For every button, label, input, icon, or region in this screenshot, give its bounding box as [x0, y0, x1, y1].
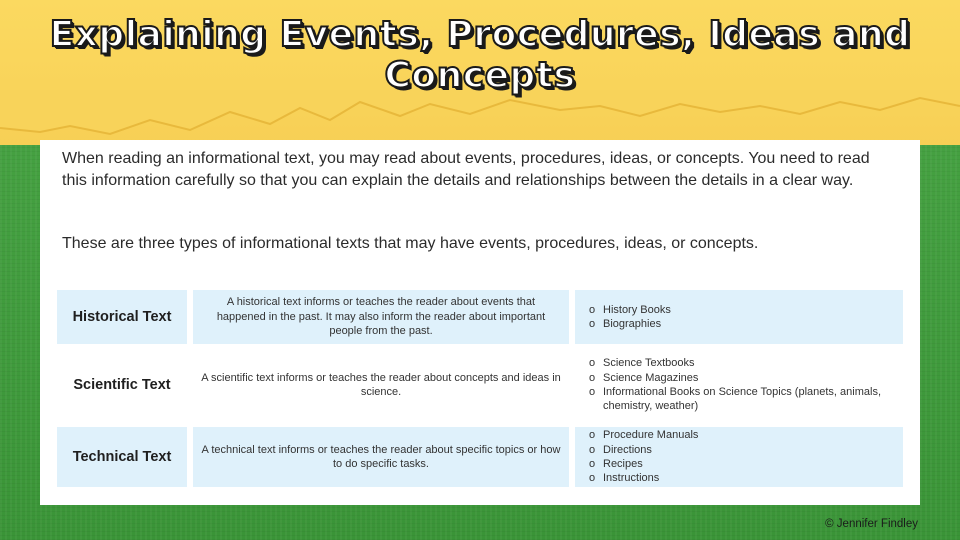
- intro-paragraph: When reading an informational text, you may read about events, procedures, ideas, or concepts. You need to read this information carefully so that you can explain the details and relationships between the details in a clear way.: [62, 150, 870, 189]
- type-label: Historical Text: [72, 309, 172, 325]
- list-item: o Recipes: [589, 458, 643, 470]
- type-cell: [57, 290, 187, 344]
- examples-cell: [575, 427, 903, 487]
- list-item: o Procedure Manuals: [589, 429, 699, 442]
- bullet-icon: o: [589, 458, 596, 470]
- examples-list: [587, 303, 671, 332]
- list-item: o Science Magazines: [589, 371, 699, 384]
- content-panel: [40, 140, 920, 505]
- bullet-icon: o: [589, 386, 596, 398]
- bullet-icon: o: [589, 318, 596, 330]
- table-row-scientific: [57, 354, 903, 416]
- type-label: Scientific Text: [73, 377, 171, 393]
- page-title: Explaining Events, Procedures, Ideas and Concepts: [49, 14, 911, 96]
- bullet-icon: o: [589, 429, 596, 442]
- description-cell: [193, 427, 569, 487]
- type-cell: [57, 427, 187, 487]
- table-row-historical: [57, 290, 903, 344]
- description-text: A technical text informs or teaches the reader about specific topics or how to do specific tasks.: [201, 443, 561, 470]
- description-text: A scientific text informs or teaches the reader about concepts and ideas in science.: [201, 371, 561, 398]
- description-cell: [193, 290, 569, 344]
- bullet-icon: o: [589, 472, 596, 485]
- list-item: o History Books: [589, 303, 671, 316]
- description-cell: [193, 354, 569, 416]
- bullet-icon: o: [589, 443, 596, 456]
- examples-list: [587, 428, 698, 486]
- examples-list: [587, 356, 903, 414]
- examples-cell: [575, 290, 903, 344]
- list-item: o Informational Books on Science Topics (planets, animals, chemistry, weather): [589, 386, 881, 413]
- list-item: o Directions: [589, 443, 652, 456]
- description-text: A historical text informs or teaches the reader about events that happened in the past. It may also inform the reader about important people from the past.: [216, 296, 546, 338]
- bullet-icon: o: [589, 371, 596, 384]
- type-label: Technical Text: [72, 449, 172, 465]
- bullet-icon: o: [589, 303, 596, 316]
- copyright-text: © Jennifer Findley: [825, 518, 918, 530]
- intro-paragraph-types: These are three types of informational texts that may have events, procedures, ideas, or concepts.: [62, 235, 759, 252]
- examples-cell: [575, 354, 903, 416]
- type-cell: [57, 354, 187, 416]
- list-item: o Biographies: [589, 318, 662, 330]
- list-item: o Science Textbooks: [589, 357, 695, 370]
- table-row-technical: [57, 427, 903, 487]
- list-item: o Instructions: [589, 472, 660, 485]
- bullet-icon: o: [589, 357, 596, 370]
